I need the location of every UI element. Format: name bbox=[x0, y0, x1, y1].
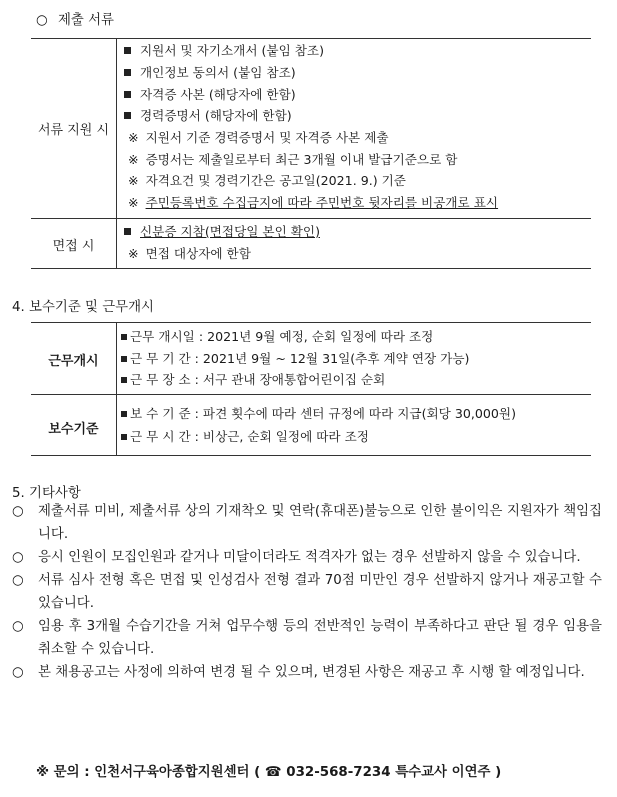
list-item: ※ 면접 대상자에 한함 bbox=[128, 246, 251, 261]
list-item: 근 무 장 소 : 서구 관내 장애통합어린이집 순회 bbox=[121, 372, 385, 388]
square-bullet-icon bbox=[124, 228, 131, 235]
table-row-divider bbox=[31, 394, 591, 395]
square-bullet-icon bbox=[124, 69, 131, 76]
list-item: 근 무 시 간 : 비상근, 순회 일정에 따라 조정 bbox=[121, 429, 369, 445]
other-matters-heading: 5. 기타사항 bbox=[12, 486, 81, 501]
list-item-underlined: ※ 주민등록번호 수집금지에 따라 주민번호 뒷자리를 비공개로 표시 bbox=[128, 195, 499, 210]
square-bullet-icon bbox=[121, 334, 127, 340]
pay-and-start-heading: 4. 보수기준 및 근무개시 bbox=[12, 300, 154, 315]
list-item: ○ 임용 후 3개월 수습기간을 거쳐 업무수행 등의 전반적인 능력이 부족하다고 판단 될 경우 임용을 취소할 수 있습니다. bbox=[12, 615, 602, 661]
circle-bullet-icon: ○ bbox=[12, 665, 24, 680]
table-bottom-rule bbox=[31, 268, 591, 269]
table-bottom-rule bbox=[31, 455, 591, 456]
row-label-pay-standard: 보수기준 bbox=[48, 422, 99, 437]
contact-info bbox=[36, 761, 501, 780]
square-bullet-icon bbox=[124, 91, 131, 98]
list-item: 경력증명서 (해당자에 한함) bbox=[124, 108, 292, 124]
circle-bullet-icon: ○ bbox=[12, 619, 24, 634]
square-bullet-icon bbox=[124, 112, 131, 119]
square-bullet-icon bbox=[121, 377, 127, 383]
circle-bullet-icon: ○ bbox=[12, 504, 24, 519]
reference-mark-icon: ※ bbox=[128, 130, 139, 145]
circle-bullet-icon: ○ bbox=[36, 13, 48, 28]
circle-bullet-icon: ○ bbox=[12, 550, 24, 565]
phone-icon: ☎ bbox=[264, 765, 282, 780]
contact-phone: 032-568-7234 bbox=[286, 765, 391, 780]
square-bullet-icon bbox=[121, 434, 127, 440]
contact-person: 특수교사 이연주 ) bbox=[395, 765, 502, 780]
circle-bullet-icon: ○ bbox=[12, 573, 24, 588]
list-item: 신분증 지참(면접당일 본인 확인) bbox=[124, 224, 320, 240]
list-item: 근 무 기 간 : 2021년 9월 ~ 12월 31일(추후 계약 연장 가능) bbox=[121, 351, 469, 367]
table-column-divider bbox=[116, 322, 117, 455]
row-label-document-application: 서류 지원 시 bbox=[37, 123, 110, 138]
list-item: ○ 본 채용공고는 사정에 의하여 변경 될 수 있으며, 변경된 사항은 재공고 후 시행 할 예정입니다. bbox=[12, 661, 602, 684]
list-item: ※ 증명서는 제출일로부터 최근 3개월 이내 발급기준으로 함 bbox=[128, 152, 458, 167]
list-item: 자격증 사본 (해당자에 한함) bbox=[124, 87, 296, 103]
list-item: ○ 응시 인원이 모집인원과 같거나 미달이더라도 적격자가 없는 경우 선발하지 않을 수 있습니다. bbox=[12, 546, 602, 569]
contact-prefix: ※ 문의 : 인천서구육아종합지원센터 ( bbox=[36, 765, 261, 780]
list-item: ※ 지원서 기준 경력증명서 및 자격증 사본 제출 bbox=[128, 130, 389, 145]
table-row-divider bbox=[31, 218, 591, 219]
list-item: 보 수 기 준 : 파견 횟수에 따라 센터 규정에 따라 지급(회당 30,000원) bbox=[121, 406, 516, 422]
reference-mark-icon: ※ bbox=[128, 195, 139, 210]
list-item: ○ 서류 심사 전형 혹은 면접 및 인성검사 전형 결과 70점 미만인 경우 선발하지 않거나 재공고할 수 있습니다. bbox=[12, 569, 602, 615]
reference-mark-icon: ※ bbox=[128, 173, 139, 188]
submission-docs-heading bbox=[36, 9, 114, 28]
table-top-rule bbox=[31, 38, 591, 39]
list-item: 지원서 및 자기소개서 (붙임 참조) bbox=[124, 43, 324, 59]
row-label-interview: 면접 시 bbox=[52, 239, 95, 254]
table-column-divider bbox=[116, 38, 117, 268]
square-bullet-icon bbox=[124, 47, 131, 54]
other-matters-list bbox=[12, 500, 602, 684]
row-label-work-start: 근무개시 bbox=[48, 354, 99, 369]
square-bullet-icon bbox=[121, 411, 127, 417]
list-item: 개인정보 동의서 (붙임 참조) bbox=[124, 65, 296, 81]
table-top-rule bbox=[31, 322, 591, 323]
list-item: ※ 자격요건 및 경력기간은 공고일(2021. 9.) 기준 bbox=[128, 173, 406, 188]
reference-mark-icon: ※ bbox=[128, 152, 139, 167]
reference-mark-icon: ※ bbox=[128, 246, 139, 261]
submission-docs-title: 제출 서류 bbox=[57, 13, 114, 28]
square-bullet-icon bbox=[121, 356, 127, 362]
list-item: 근무 개시일 : 2021년 9월 예정, 순회 일정에 따라 조정 bbox=[121, 329, 433, 345]
list-item: ○ 제출서류 미비, 제출서류 상의 기재착오 및 연락(휴대폰)불능으로 인한 불이익은 지원자가 책임집니다. bbox=[12, 500, 602, 546]
